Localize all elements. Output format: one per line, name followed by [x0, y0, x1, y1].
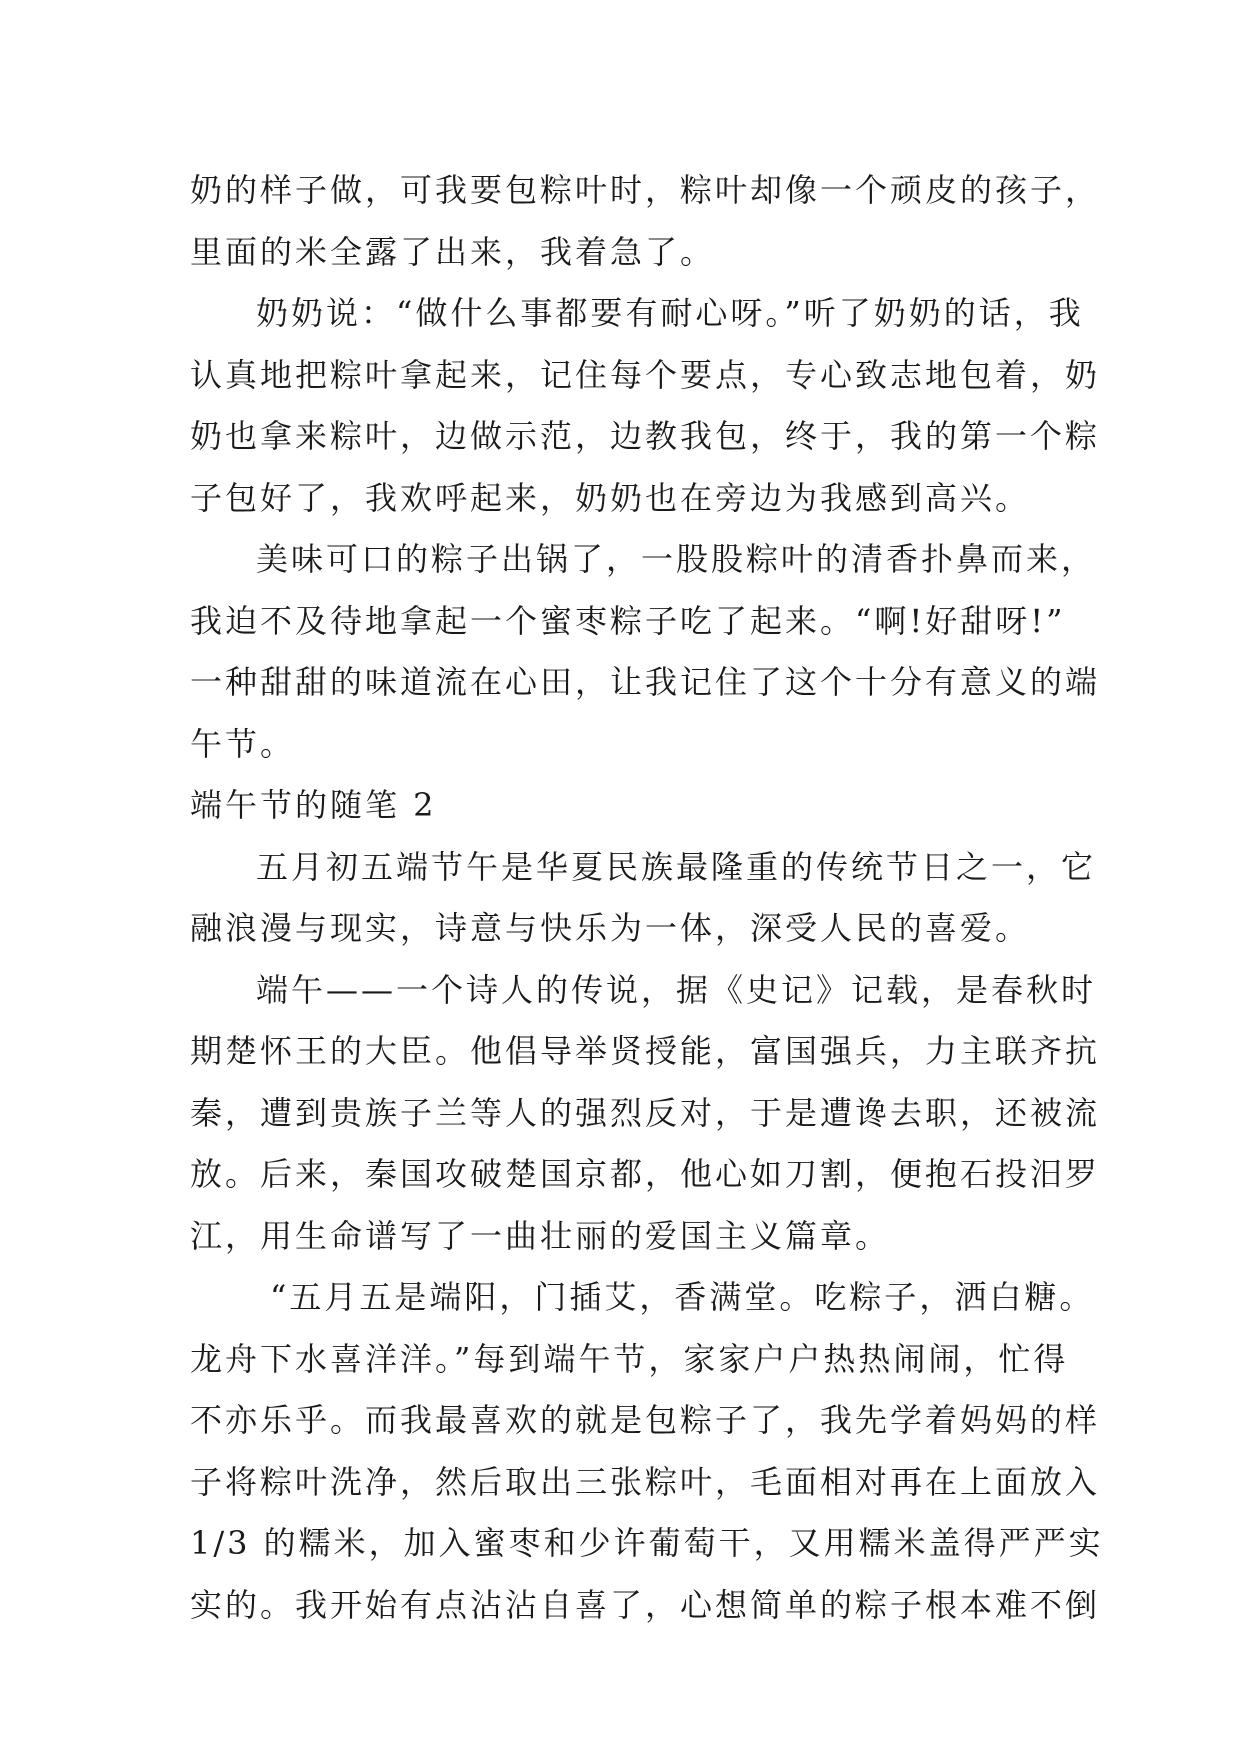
text-line: 午节。 — [190, 724, 296, 763]
paragraph-start: “五月五是端阳，门插艾，香满堂。吃粽子，洒白糖。 — [270, 1278, 1095, 1316]
text-line: 一种甜甜的味道流在心田，让我记住了这个十分有意义的端 — [190, 663, 1101, 701]
text-line: 奶的样子做，可我要包粽叶时，粽叶却像一个顽皮的孩子， — [190, 171, 1101, 209]
text-line: 子包好了，我欢呼起来，奶奶也在旁边为我感到高兴。 — [190, 478, 1031, 517]
text-line: 里面的米全露了出来，我着急了。 — [190, 232, 716, 271]
document-body — [190, 160, 1104, 1636]
text-line: 实的。我开始有点沾沾自喜了，心想简单的粽子根本难不倒 — [190, 1585, 1101, 1624]
section-heading: 端午节的随笔 2 — [190, 786, 437, 824]
text-line: 融浪漫与现实，诗意与快乐为一体，深受人民的喜爱。 — [190, 909, 1031, 947]
text-line: 江，用生命谱写了一曲壮丽的爱国主义篇章。 — [190, 1216, 891, 1255]
text-line: 奶也拿来粽叶，边做示范，边教我包，终于，我的第一个粽 — [190, 417, 1101, 455]
text-line: 我迫不及待地拿起一个蜜枣粽子吃了起来。“啊!好甜呀!” — [190, 601, 1066, 640]
paragraph-start: 美味可口的粽子出锅了，一股股粽叶的清香扑鼻而来， — [256, 540, 1097, 578]
text-line: 秦，遭到贵族子兰等人的强烈反对，于是遭谗去职，还被流 — [190, 1093, 1101, 1132]
text-line: 1/3 的糯米，加入蜜枣和少许葡萄干，又用糯米盖得严严实 — [190, 1524, 1104, 1562]
paragraph-start: 奶奶说：“做什么事都要有耐心呀。”听了奶奶的话，我 — [256, 294, 1084, 332]
text-line: 龙舟下水喜洋洋。”每到端午节，家家户户热热闹闹，忙得 — [190, 1339, 1069, 1378]
text-line: 不亦乐乎。而我最喜欢的就是包粽子了，我先学着妈妈的样 — [190, 1401, 1101, 1439]
paragraph-start: 五月初五端节午是华夏民族最隆重的传统节日之一，它 — [256, 847, 1097, 886]
text-line: 认真地把粽叶拿起来，记住每个要点，专心致志地包着，奶 — [190, 355, 1101, 394]
paragraph-start: 端午——一个诗人的传说，据《史记》记载，是春秋时 — [256, 970, 1097, 1009]
text-line: 期楚怀王的大臣。他倡导举贤授能，富国强兵，力主联齐抗 — [190, 1032, 1101, 1070]
text-line: 放。后来，秦国攻破楚国京都，他心如刀割，便抱石投汨罗 — [190, 1155, 1101, 1193]
text-line: 子将粽叶洗净，然后取出三张粽叶，毛面相对再在上面放入 — [190, 1462, 1101, 1501]
